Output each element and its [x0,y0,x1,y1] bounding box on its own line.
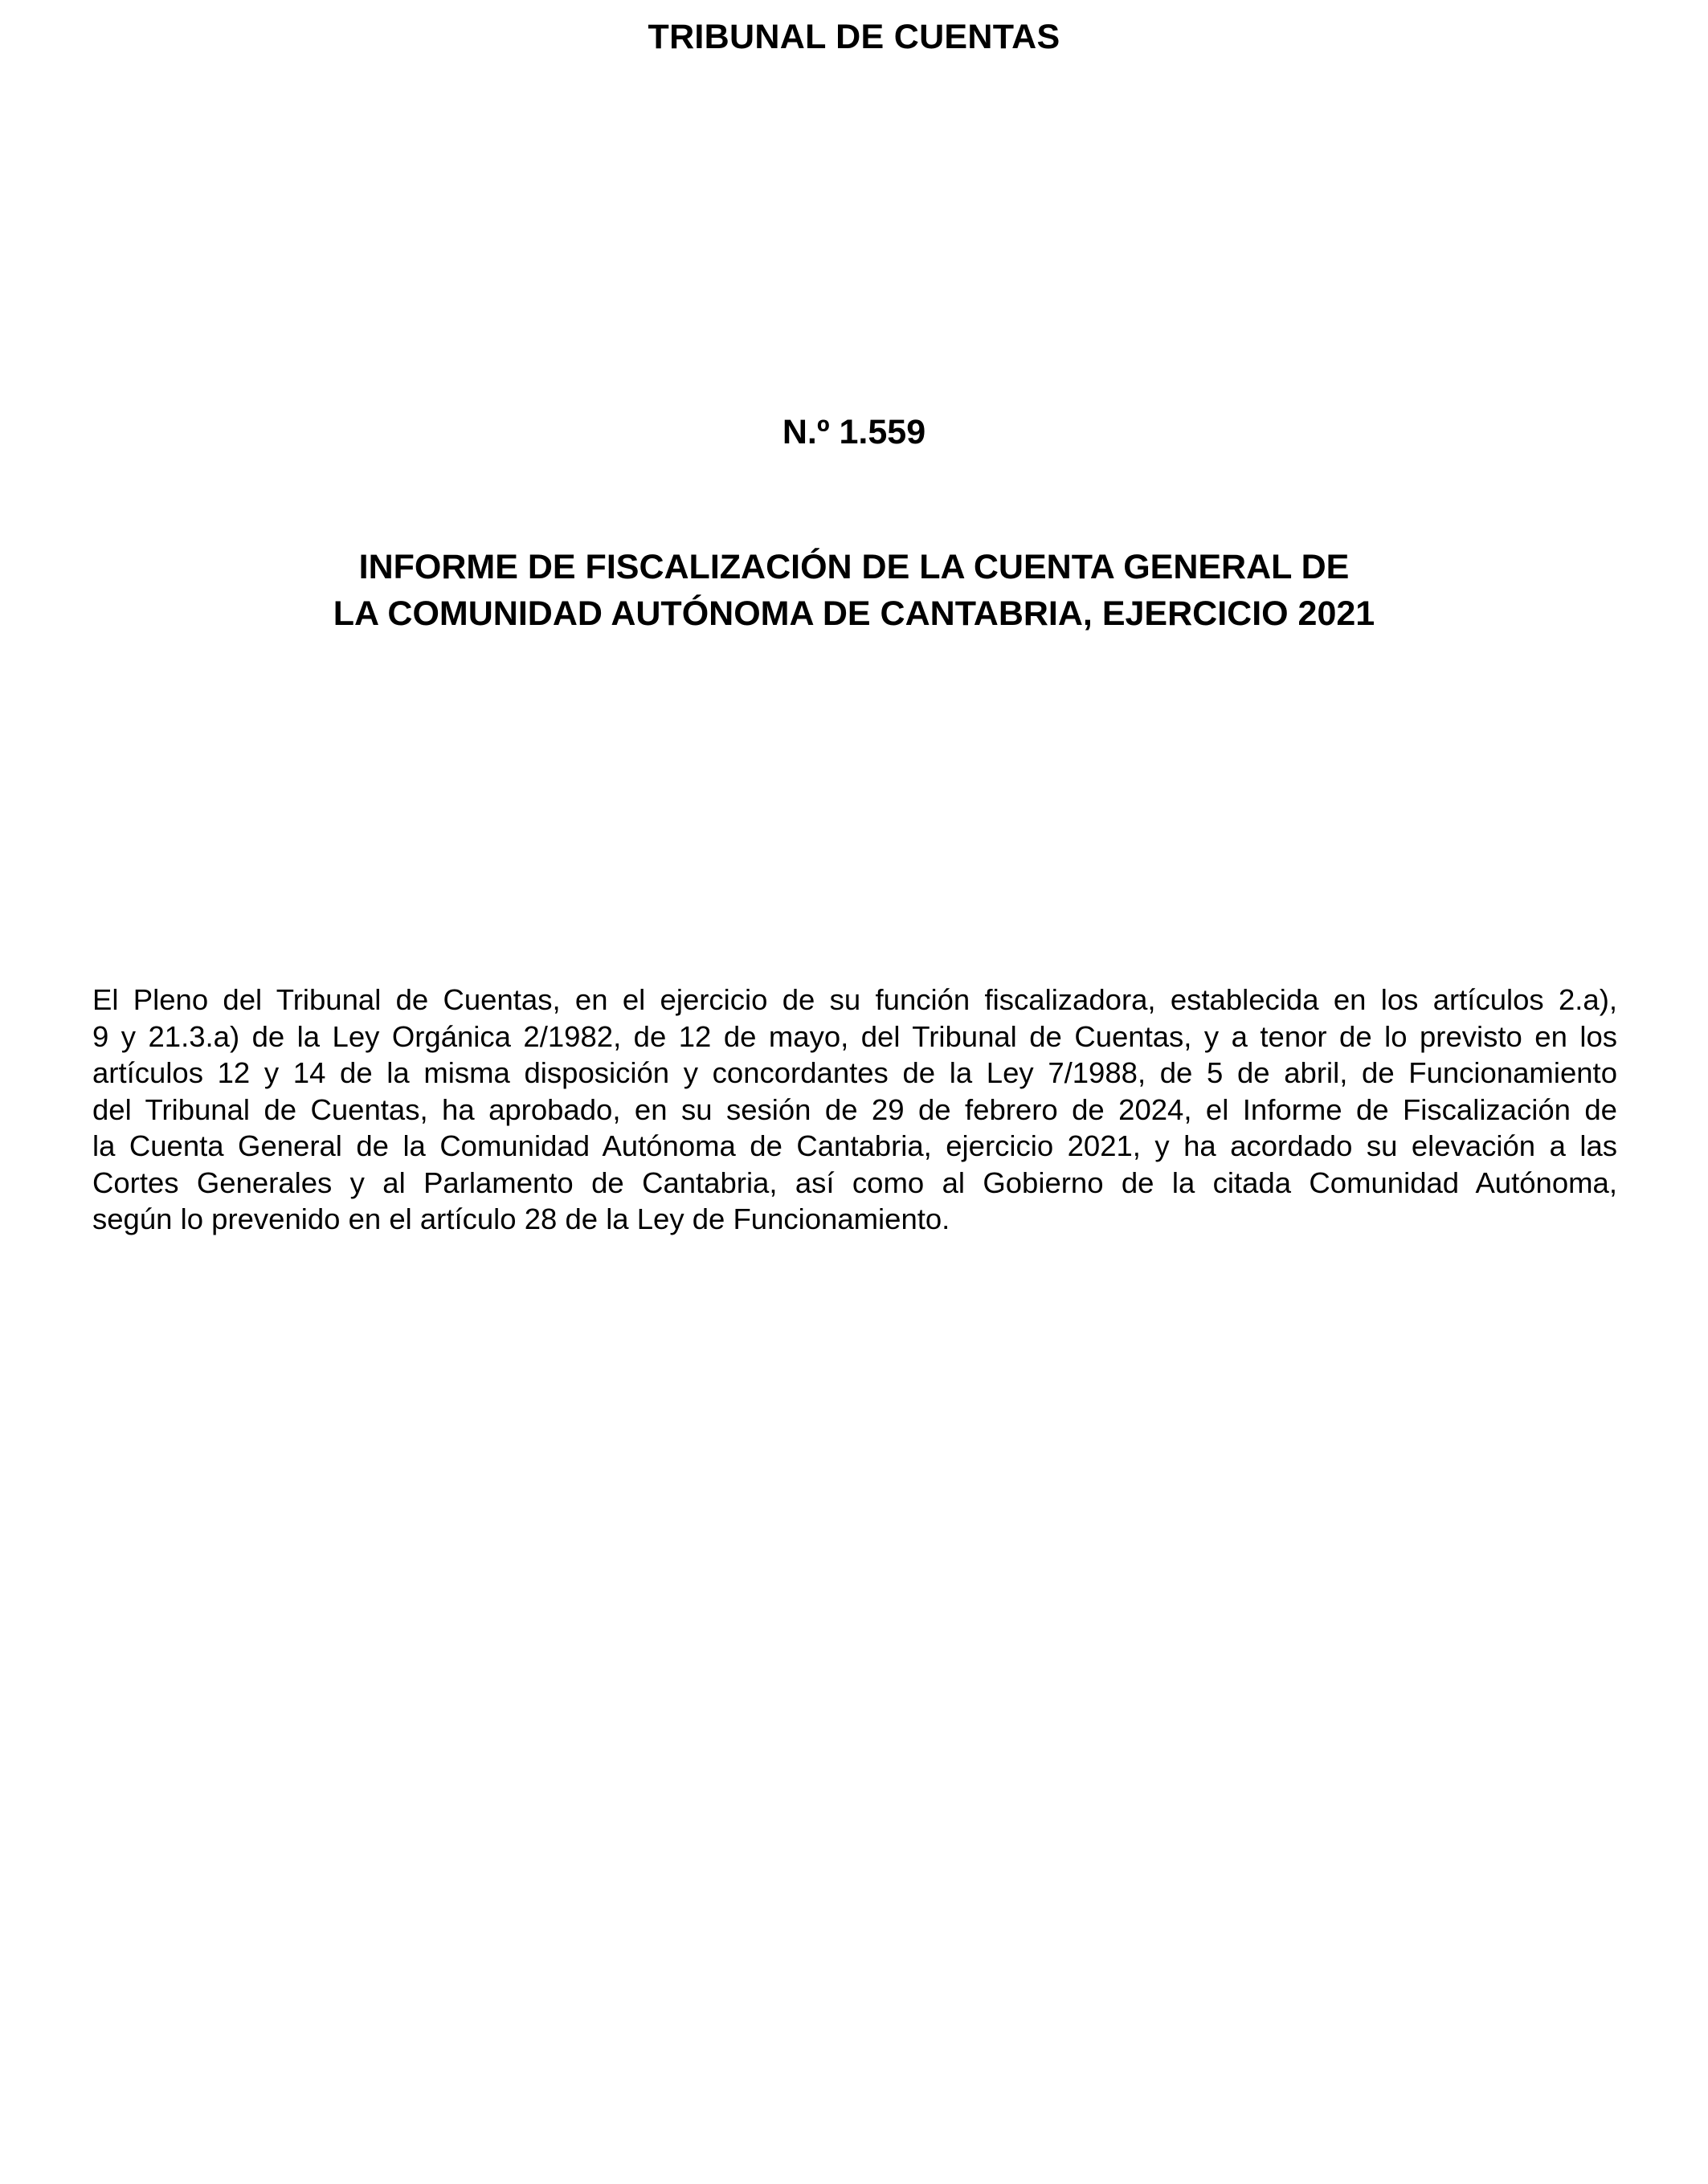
report-title-line: LA COMUNIDAD AUTÓNOMA DE CANTABRIA, EJERCICIO 2021 [333,594,1375,633]
document-header: TRIBUNAL DE CUENTAS [648,18,1060,56]
report-title-line: INFORME DE FISCALIZACIÓN DE LA CUENTA GENERAL DE [358,548,1350,586]
body-line: la Cuenta General de la Comunidad Autónoma de Cantabria, ejercicio 2021, y ha acordado su elevación a las [92,1129,1617,1162]
report-number: N.º 1.559 [782,413,926,451]
body-line: del Tribunal de Cuentas, ha aprobado, en su sesión de 29 de febrero de 2024, el Informe de Fiscalización de [92,1092,1617,1126]
body-line: artículos 12 y 14 de la misma disposición y concordantes de la Ley 7/1988, de 5 de abril, de Funcionamiento [92,1056,1617,1089]
report-title [0,544,1708,637]
body-line: El Pleno del Tribunal de Cuentas, en el ejercicio de su función fiscalizadora, establecida en los artículos 2.a), [92,983,1617,1016]
body-line: Cortes Generales y al Parlamento de Cantabria, así como al Gobierno de la citada Comunidad Autónoma, [92,1165,1617,1199]
body-paragraph [92,982,1617,1238]
body-line: 9 y 21.3.a) de la Ley Orgánica 2/1982, de 12 de mayo, del Tribunal de Cuentas, y a tenor de lo previsto en los [92,1019,1617,1053]
body-line: según lo prevenido en el artículo 28 de la Ley de Funcionamiento. [92,1202,950,1235]
